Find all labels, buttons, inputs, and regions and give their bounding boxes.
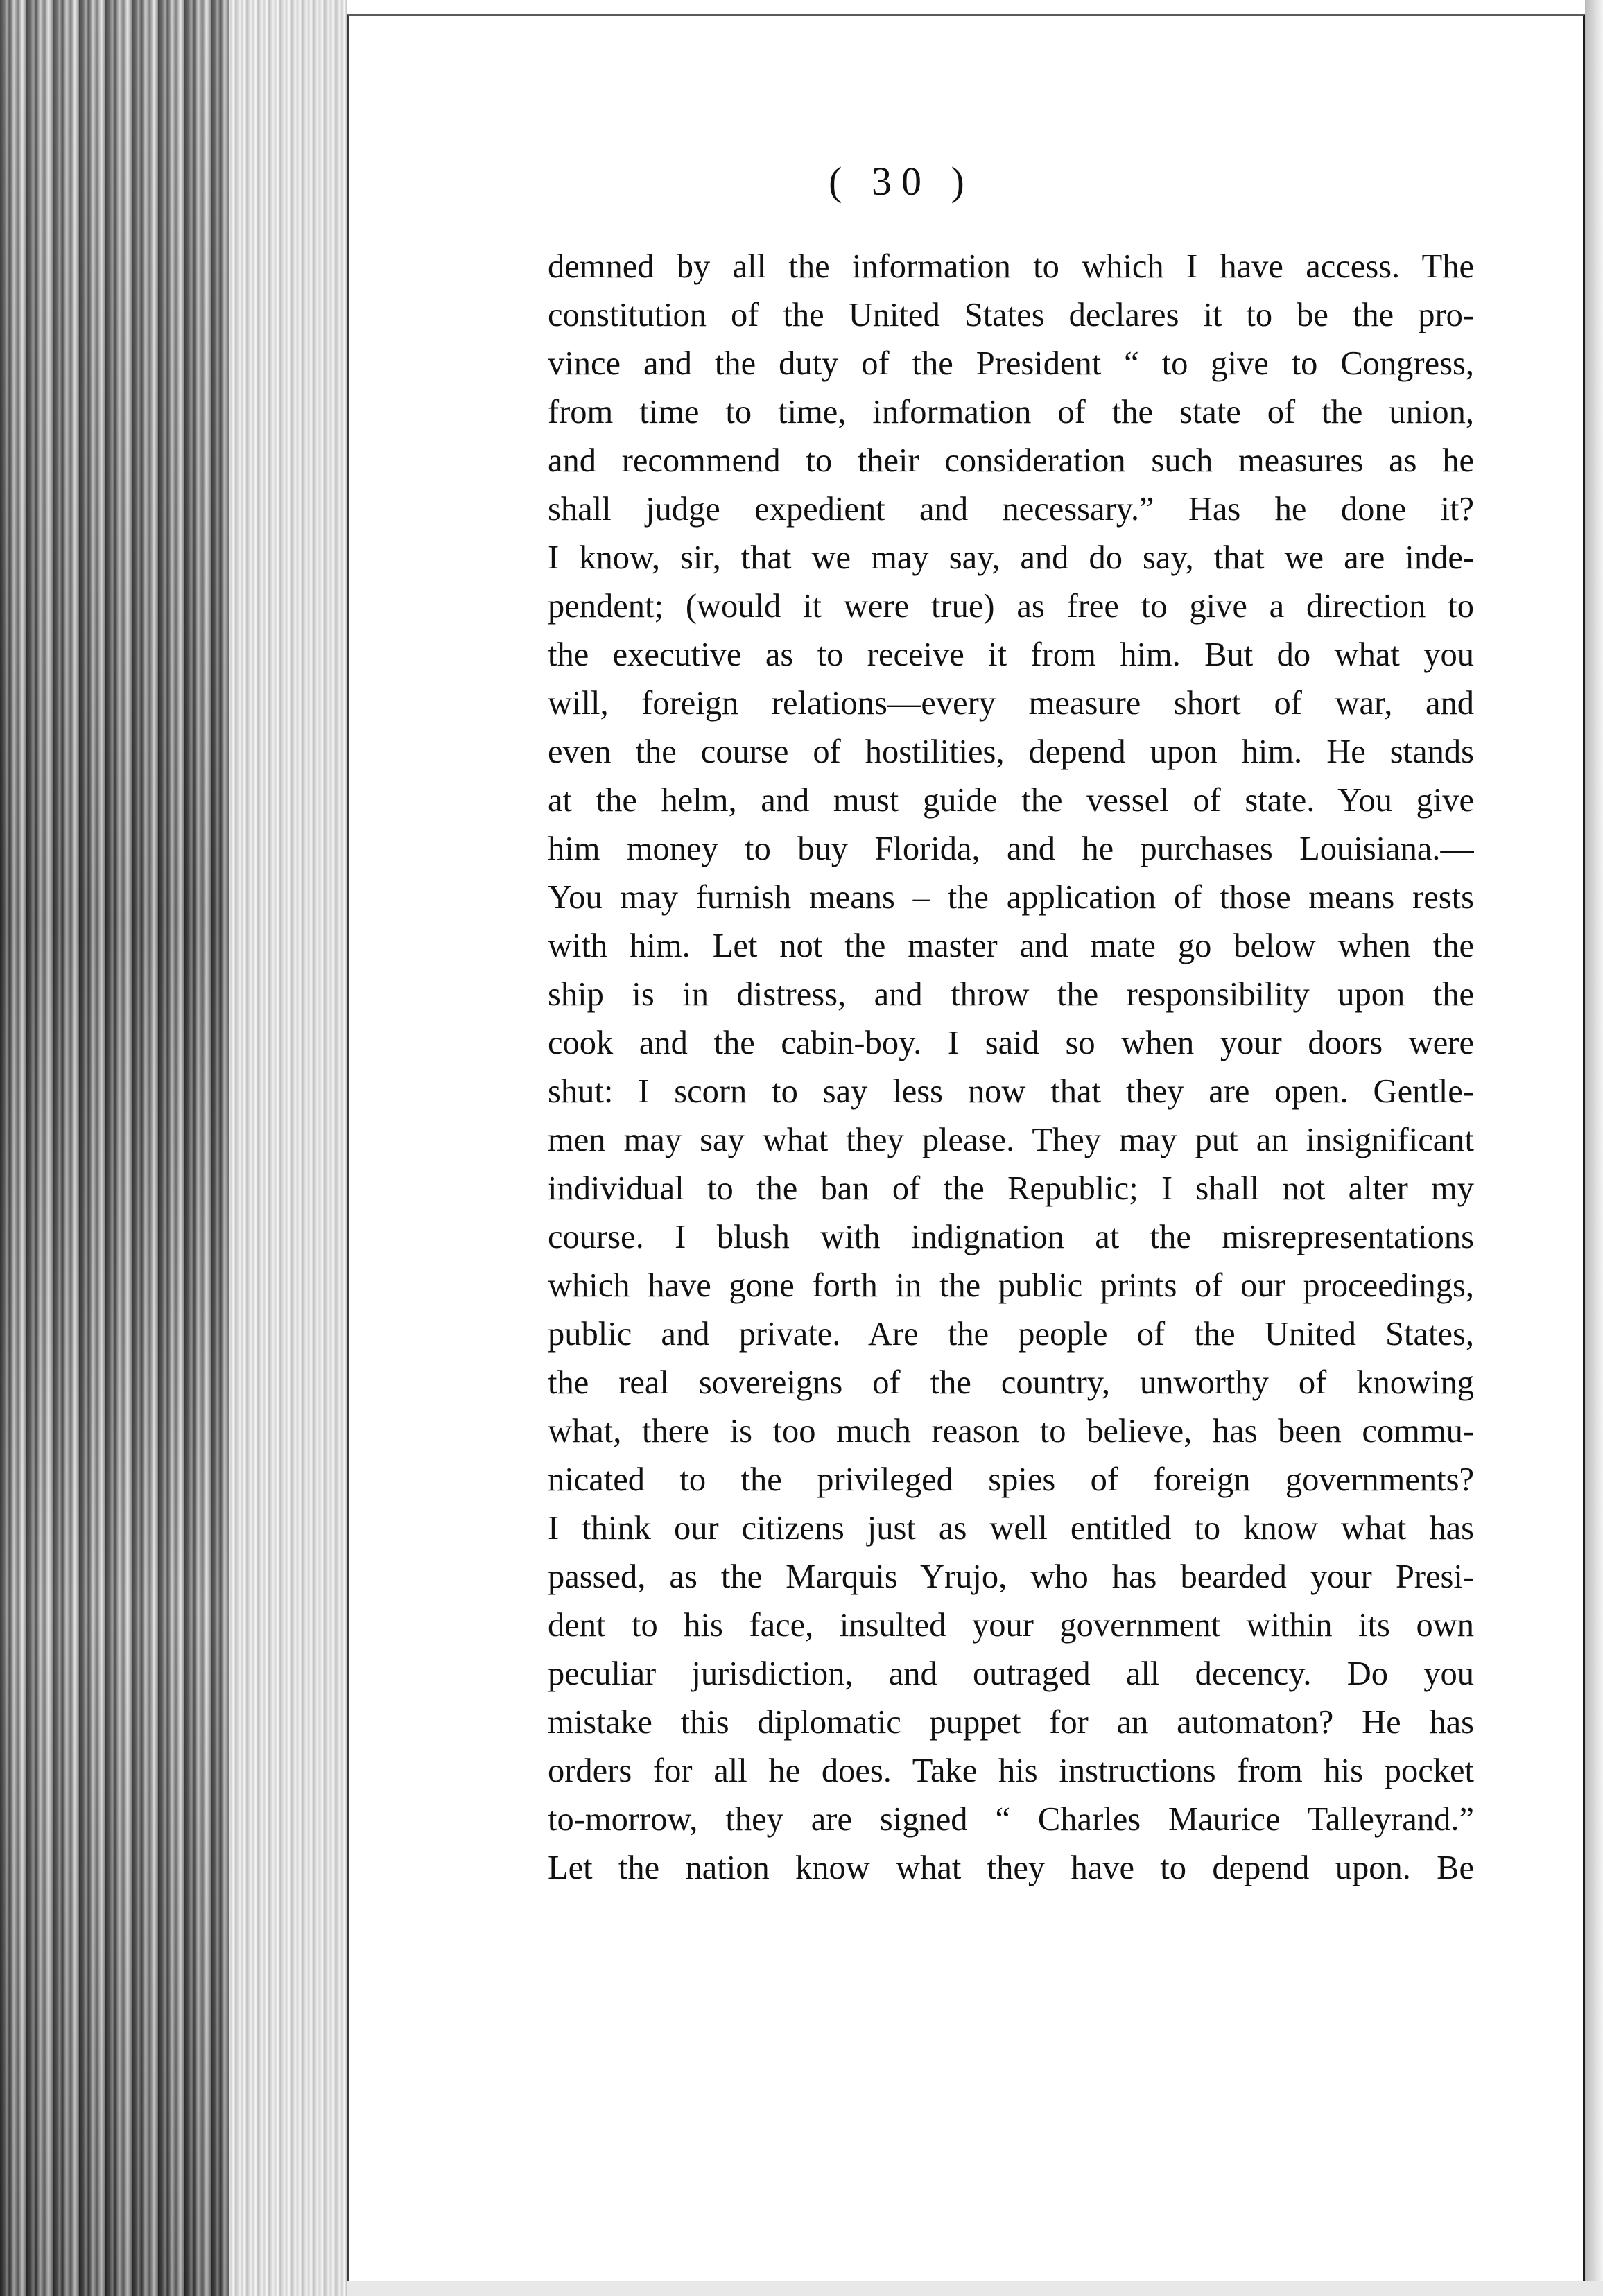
- text-line: men may say what they please. They may put an insignificant: [548, 1122, 1474, 1158]
- text-line: I think our citizens just as well entitled to know what has: [548, 1510, 1474, 1547]
- text-line: Let the nation know what they have to depend upon. Be: [548, 1850, 1474, 1886]
- text-line: constitution of the United States declares it to be the pro-: [548, 297, 1474, 333]
- text-line: nicated to the privileged spies of foreign governments?: [548, 1461, 1474, 1498]
- text-line: dent to his face, insulted your government within its own: [548, 1607, 1474, 1644]
- text-line: peculiar jurisdiction, and outraged all decency. Do you: [548, 1655, 1474, 1692]
- text-line: individual to the ban of the Republic; I shall not alter my: [548, 1170, 1474, 1207]
- text-line: from time to time, information of the state of the union,: [548, 394, 1474, 430]
- text-line: cook and the cabin-boy. I said so when your doors were: [548, 1025, 1474, 1061]
- right-margin-shadow: [1585, 0, 1603, 2296]
- text-line: with him. Let not the master and mate go below when the: [548, 928, 1474, 964]
- text-line: which have gone forth in the public prints of our proceedings,: [548, 1267, 1474, 1304]
- page-number: ( 30 ): [829, 159, 974, 204]
- text-line: course. I blush with indignation at the misrepresentations: [548, 1219, 1474, 1255]
- text-line: demned by all the information to which I have access. The: [548, 248, 1474, 285]
- text-line: him money to buy Florida, and he purchases Louisiana.—: [548, 830, 1474, 867]
- text-line: what, there is too much reason to believe, has been commu-: [548, 1413, 1474, 1450]
- text-line: and recommend to their consideration such measures as he: [548, 442, 1474, 479]
- body-text: [548, 243, 1474, 1893]
- text-line: ship is in distress, and throw the responsibility upon the: [548, 976, 1474, 1013]
- text-line: I know, sir, that we may say, and do say, that we are inde-: [548, 539, 1474, 576]
- text-line: to-morrow, they are signed “ Charles Maurice Talleyrand.”: [548, 1801, 1474, 1838]
- text-line: public and private. Are the people of the United States,: [548, 1316, 1474, 1353]
- text-line: will, foreign relations—every measure short of war, and: [548, 685, 1474, 722]
- text-line: shall judge expedient and necessary.” Has he done it?: [548, 491, 1474, 528]
- text-line: orders for all he does. Take his instructions from his pocket: [548, 1753, 1474, 1789]
- text-line: vince and the duty of the President “ to give to Congress,: [548, 345, 1474, 382]
- text-line: passed, as the Marquis Yrujo, who has bearded your Presi-: [548, 1558, 1474, 1595]
- text-line: pendent; (would it were true) as free to give a direction to: [548, 588, 1474, 625]
- page-stack-edge: [229, 0, 347, 2296]
- text-line: mistake this diplomatic puppet for an automaton? He has: [548, 1704, 1474, 1741]
- text-line: shut: I scorn to say less now that they are open. Gentle-: [548, 1073, 1474, 1110]
- bottom-margin-strip: [347, 2281, 1603, 2296]
- text-line: even the course of hostilities, depend upon him. He stands: [548, 733, 1474, 770]
- text-line: at the helm, and must guide the vessel of state. You give: [548, 782, 1474, 819]
- text-line: the real sovereigns of the country, unworthy of knowing: [548, 1364, 1474, 1401]
- text-line: You may furnish means – the application of those means rests: [548, 879, 1474, 916]
- text-line: the executive as to receive it from him. But do what you: [548, 636, 1474, 673]
